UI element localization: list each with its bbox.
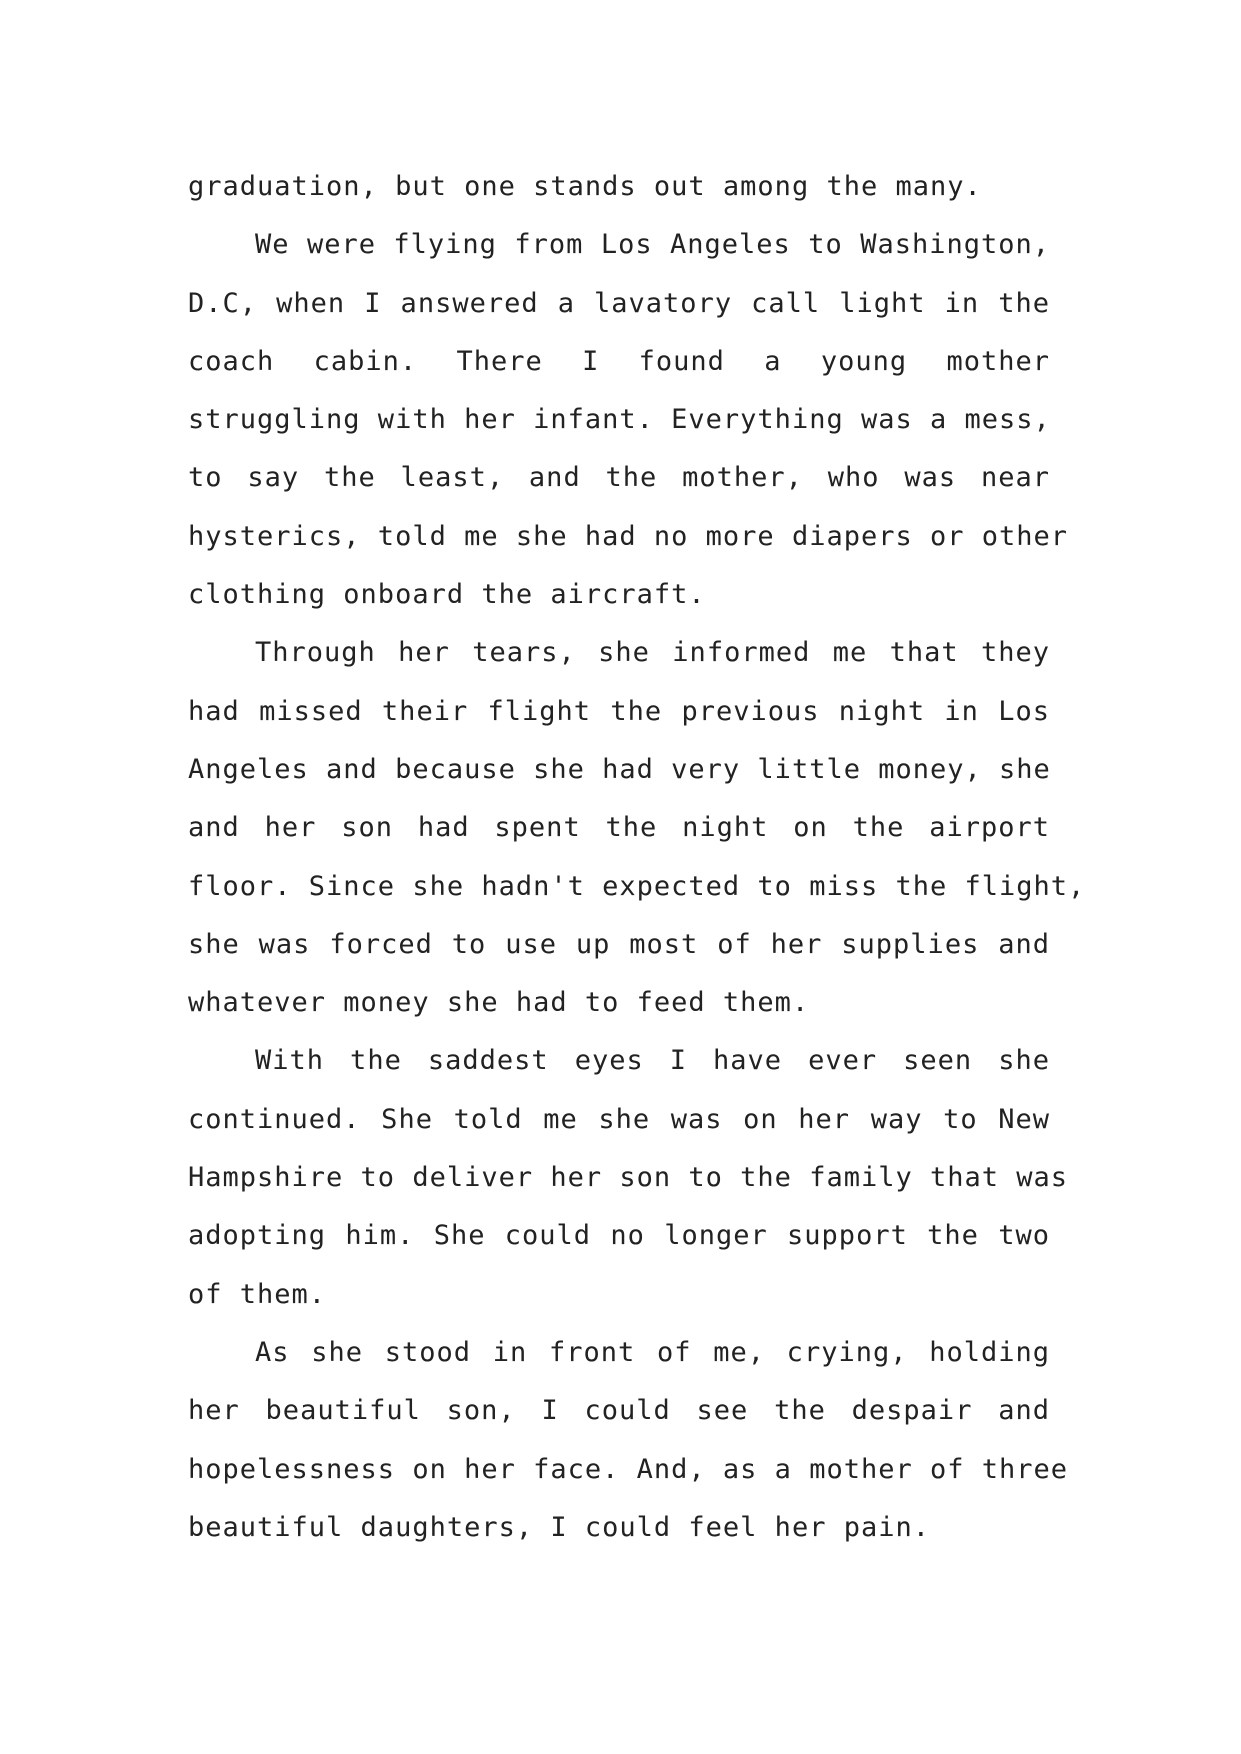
text-line: With the saddest eyes I have ever seen she xyxy=(255,1045,1050,1077)
paragraph xyxy=(188,216,1069,624)
text-line: adopting him. She could no longer support the two xyxy=(188,1220,1050,1252)
text-line: whatever money she had to feed them. xyxy=(188,987,810,1019)
text-line: she was forced to use up most of her supplies and xyxy=(188,928,1050,960)
text-line: coach cabin. There I found a young mother xyxy=(188,345,1050,377)
text-line: continued. She told me she was on her way to New xyxy=(188,1103,1050,1135)
document-page xyxy=(188,158,1086,1557)
text-line: had missed their flight the previous night in Los xyxy=(188,695,1050,727)
text-line: Angeles and because she had very little money, she xyxy=(188,753,1051,785)
text-line: As she stood in front of me, crying, holding xyxy=(255,1336,1050,1368)
text-line: graduation, but one stands out among the many. xyxy=(188,171,982,202)
text-line: We were flying from Los Angeles to Washington, xyxy=(255,229,1050,261)
text-line: clothing onboard the aircraft. xyxy=(188,579,706,611)
text-line: Through her tears, she informed me that they xyxy=(255,637,1050,669)
paragraph xyxy=(188,1032,1069,1323)
text-line: Hampshire to deliver her son to the family that was xyxy=(188,1162,1069,1194)
text-line: hopelessness on her face. And, as a mother of three xyxy=(188,1453,1069,1485)
paragraph xyxy=(188,1324,1069,1557)
text-line: struggling with her infant. Everything was a mess, xyxy=(188,404,1051,436)
text-line: and her son had spent the night on the airport xyxy=(188,812,1050,844)
paragraph xyxy=(188,624,1086,1032)
text-line: to say the least, and the mother, who was near xyxy=(188,462,1050,494)
text-line: D.C, when I answered a lavatory call light in the xyxy=(188,287,1050,319)
text-line: her beautiful son, I could see the despair and xyxy=(188,1395,1050,1427)
paragraph xyxy=(188,158,1050,216)
text-line: beautiful daughters, I could feel her pain. xyxy=(188,1511,930,1543)
text-line: floor. Since she hadn't expected to miss the flight, xyxy=(188,870,1086,902)
text-line: hysterics, told me she had no more diapers or other xyxy=(188,520,1069,552)
text-line: of them. xyxy=(188,1278,327,1310)
